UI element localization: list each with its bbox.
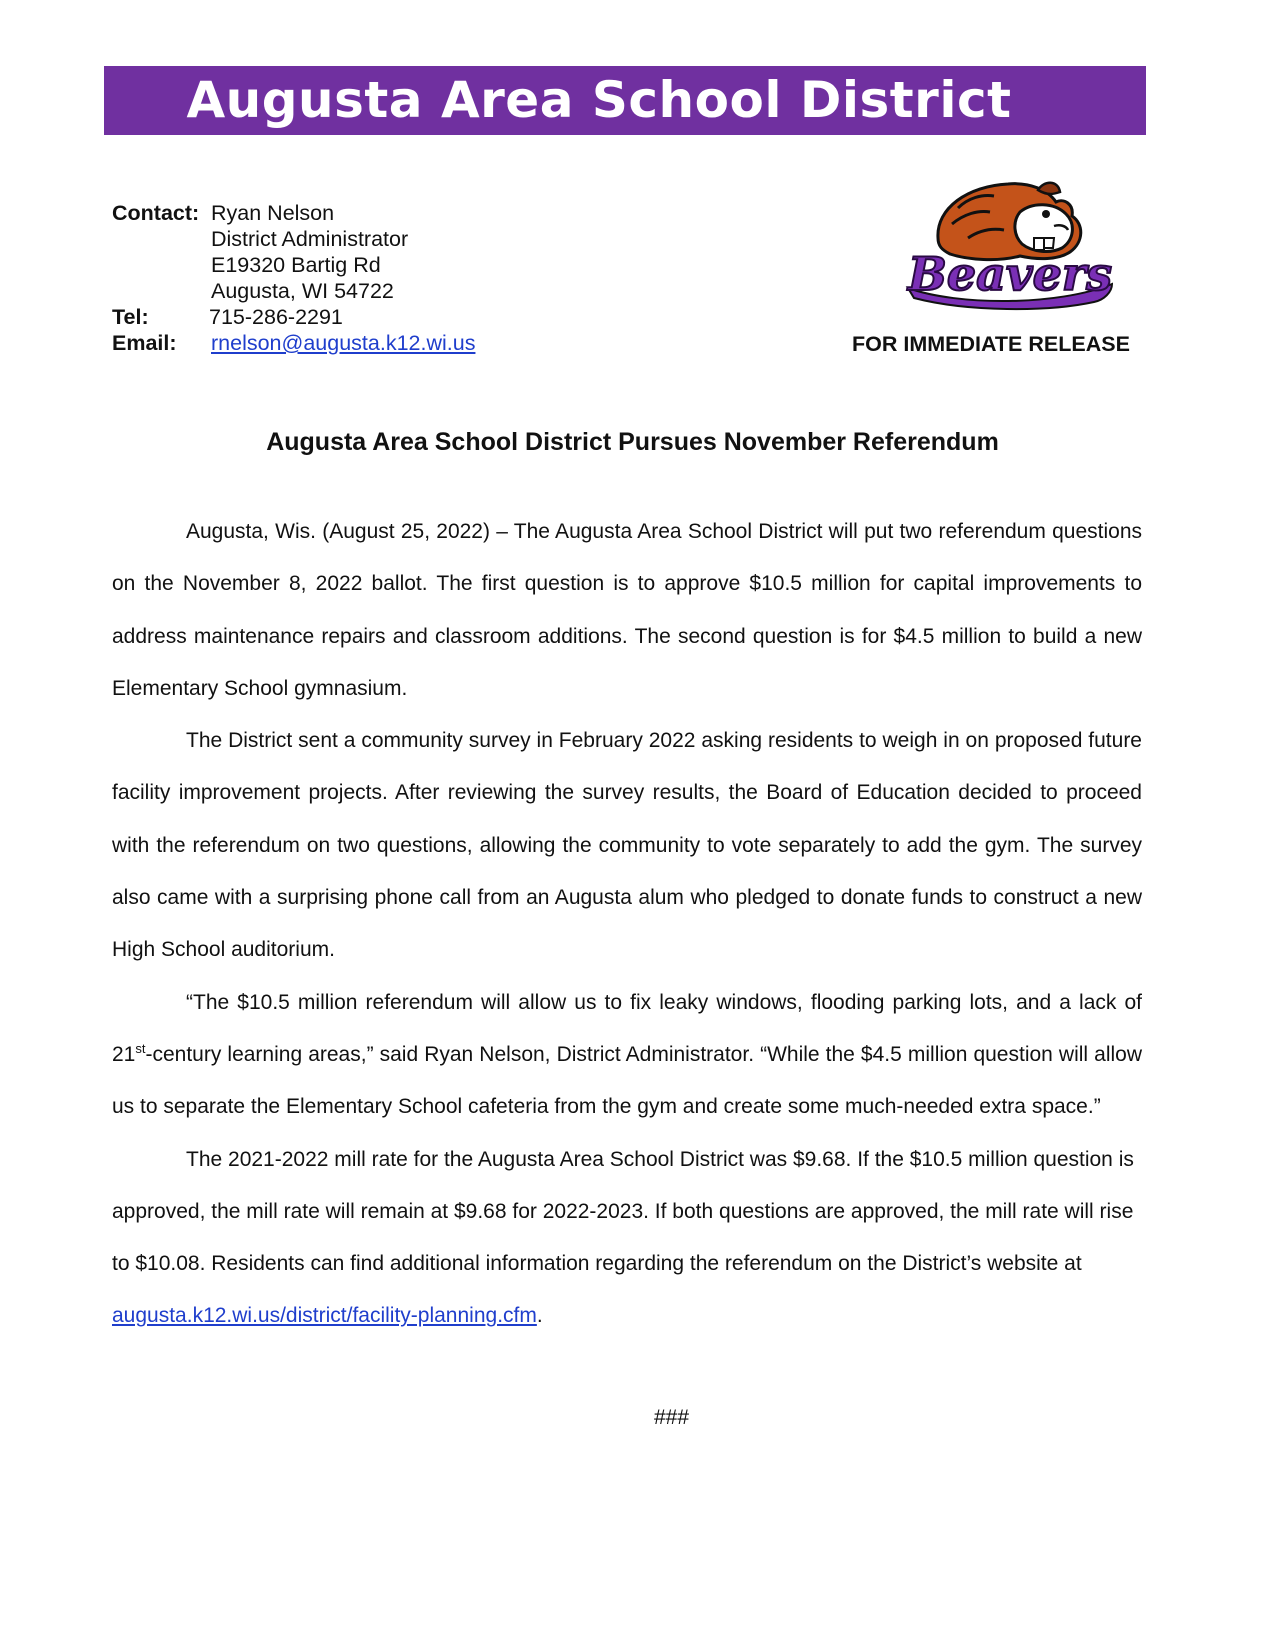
end-mark: ### xyxy=(653,1406,690,1429)
contact-address-line1: E19320 Bartig Rd xyxy=(211,253,381,277)
contact-label: Contact: xyxy=(112,201,200,225)
contact-address-line2: Augusta, WI 54722 xyxy=(211,279,394,303)
tel-value: 715-286-2291 xyxy=(209,305,343,329)
release-label: FOR IMMEDIATE RELEASE xyxy=(852,332,1130,356)
ordinal-suffix: st xyxy=(135,1040,146,1056)
quote-part-1: “The $10.5 million referendum will allow us to fix leaky windows, flooding parking lots, and a lack of 21 xyxy=(112,990,1142,1066)
mill-rate-text: The 2021-2022 mill rate for the Augusta Area School District was $9.68. If the $10.5 million question is approved, the mill rate will remain at $9.68 for 2022-2023. If both questions are approved, the mill rate will rise to $10.08. Residents can find additional information regarding the referendum on the District’s website at xyxy=(112,1147,1134,1276)
body-paragraph: The District sent a community survey in February 2022 asking residents to weigh in on proposed future facility improvement projects. After reviewing the survey results, the Board of Education decided to proceed with the referendum on two questions, allowing the community to vote separately to add the gym. The survey also came with a surprising phone call from an Augusta alum who pledged to donate funds to construct a new High School auditorium. xyxy=(112,729,1142,962)
body-paragraph: Augusta, Wis. (August 25, 2022) – The Augusta Area School District will put two referendum questions on the November 8, 2022 ballot. The first question is to approve $10.5 million for capital improvements to address maintenance repairs and classroom additions. The second question is for $4.5 million to build a new Elementary School gymnasium. xyxy=(112,520,1142,700)
district-name-title: Augusta Area School District xyxy=(186,71,1012,129)
email-label: Email: xyxy=(112,331,177,355)
facility-planning-link[interactable]: augusta.k12.wi.us/district/facility-planning.cfm xyxy=(112,1304,537,1328)
period: . xyxy=(536,1304,543,1328)
quote-part-2: -century learning areas,” said Ryan Nelson, District Administrator. “While the $4.5 million question will allow us to separate the Elementary School cafeteria from the gym and create some much-needed extra space.” xyxy=(112,1042,1142,1119)
body-paragraph xyxy=(112,1134,1142,1343)
logo-wordmark: Beavers xyxy=(907,247,1113,301)
tel-label: Tel: xyxy=(112,305,149,329)
body-paragraph xyxy=(112,977,1142,1134)
beaver-logo-icon xyxy=(898,168,1120,318)
header-banner xyxy=(104,66,1146,135)
email-link[interactable]: rnelson@augusta.k12.wi.us xyxy=(211,331,476,355)
press-release-body xyxy=(112,506,1142,1343)
contact-name: Ryan Nelson xyxy=(211,201,335,225)
contact-title: District Administrator xyxy=(211,227,409,251)
beaver-mascot-logo xyxy=(898,168,1120,318)
press-release-headline: Augusta Area School District Pursues November Referendum xyxy=(266,428,999,456)
